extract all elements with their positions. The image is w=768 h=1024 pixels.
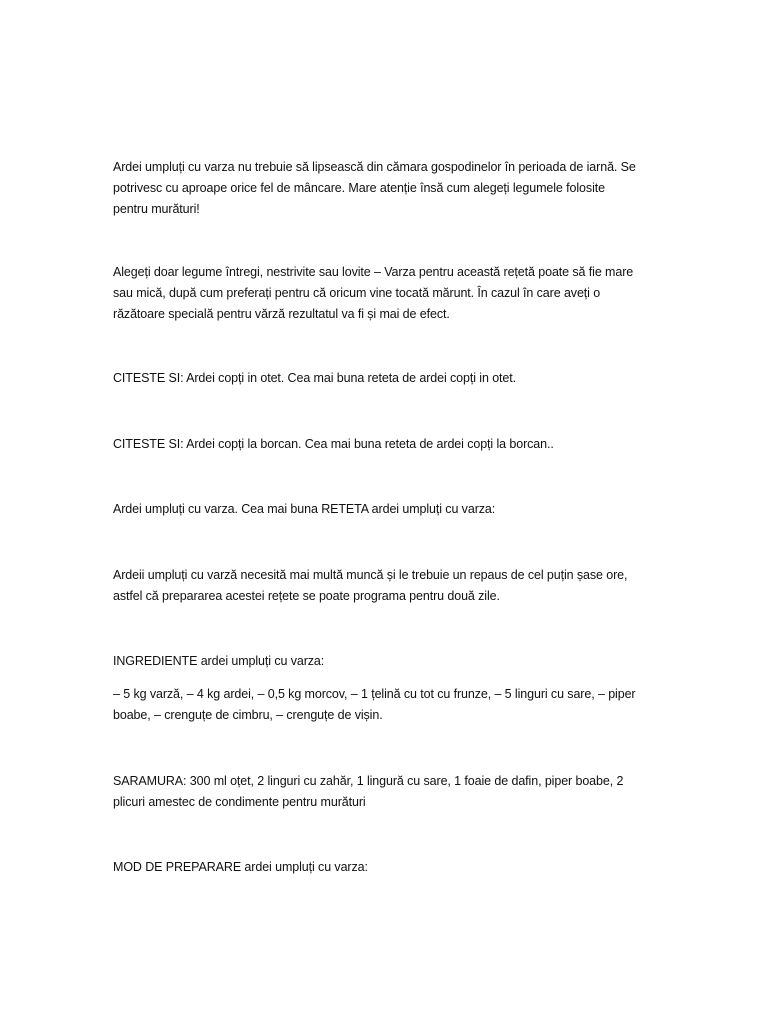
intro-paragraph: Ardei umpluți cu varza nu trebuie să lipsească din cămara gospodinelor în perioada de iarnă. Se potrivesc cu aproape orice fel de mâncare. Mare atenție însă cum alegeți legumele folosite pentru murături! <box>113 160 636 216</box>
choosing-vegetables-paragraph: Alegeți doar legume întregi, nestrivite sau lovite – Varza pentru această rețetă poate să fie mare sau mică, după cum preferați pentru că oricum vine tocată mărunt. În cazul în care aveți o răzătoare specială pentru vărză rezultatul va fi și mai de efect. <box>113 265 634 321</box>
preparation-method-heading: MOD DE PREPARARE ardei umpluți cu varza: <box>113 860 368 874</box>
read-also-link-jar[interactable]: CITESTE SI: Ardei copți la borcan. Cea mai buna reteta de ardei copți la borcan.. <box>113 437 554 451</box>
brine-paragraph: SARAMURA: 300 ml oțet, 2 linguri cu zahăr, 1 lingură cu sare, 1 foaie de dafin, piper boabe, 2 plicuri amestec de condimente pentru murături <box>113 774 624 809</box>
read-also-link-vinegar[interactable]: CITESTE SI: Ardei copți in otet. Cea mai buna reteta de ardei copți in otet. <box>113 371 517 385</box>
ingredients-list: – 5 kg varză, – 4 kg ardei, – 0,5 kg morcov, – 1 țelină cu tot cu frunze, – 5 linguri cu sare, – piper boabe, – crenguțe de cimbru, – crenguțe de vișin. <box>113 687 636 722</box>
recipe-heading: Ardei umpluți cu varza. Cea mai buna RETETA ardei umpluți cu varza: <box>113 502 496 516</box>
ingredients-heading: INGREDIENTE ardei umpluți cu varza: <box>113 654 325 668</box>
preparation-time-paragraph: Ardeii umpluți cu varză necesită mai multă muncă și le trebuie un repaus de cel puțin șase ore, astfel că prepararea acestei rețete se poate programa pentru două zile. <box>113 568 628 603</box>
